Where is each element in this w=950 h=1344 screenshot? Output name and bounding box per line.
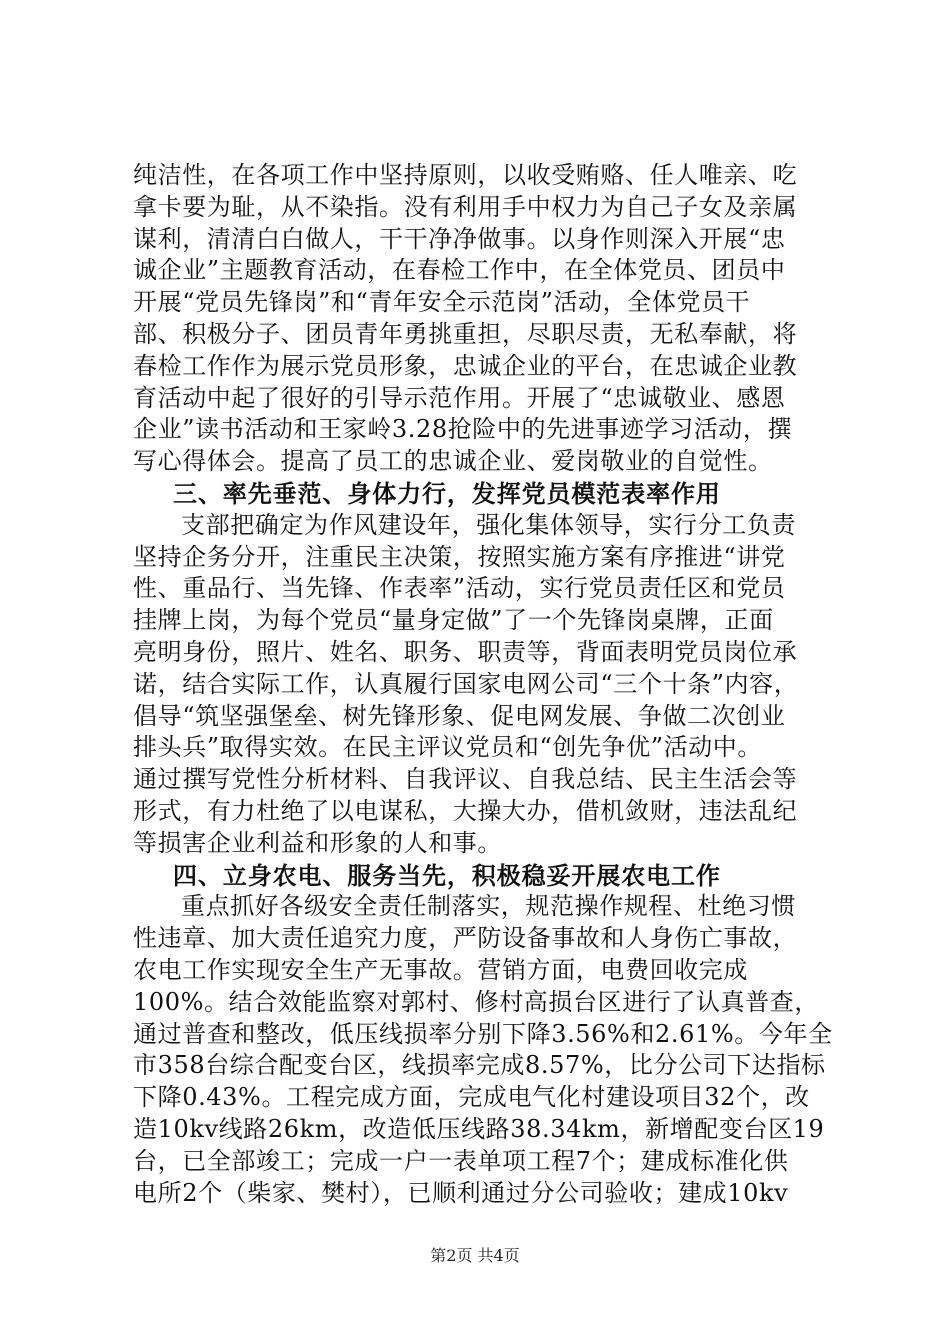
paragraph-line: 诚企业”主题教育活动，在春检工作中，在全体党员、团员中 bbox=[133, 256, 786, 285]
section-heading: 四、立身农电、服务当先，积极稳妥开展农电工作 bbox=[173, 860, 721, 890]
paragraph-line: 下降0.43%。工程完成方面，完成电气化村建设项目32个，改 bbox=[133, 1083, 810, 1112]
paragraph-line: 纯洁性，在各项工作中坚持原则，以收受贿赂、任人唯亲、吃 bbox=[133, 161, 798, 189]
paragraph-line: 农电工作实现安全生产无事故。营销方面，电费回收完成 bbox=[133, 955, 748, 984]
paragraph-line: 倡导“筑坚强堡垒、树先锋形象、促电网发展、争做二次创业 bbox=[133, 701, 786, 730]
paragraph-line: 部、积极分子、团员青年勇挑重担，尽职尽责，无私奉献，将 bbox=[133, 319, 798, 348]
paragraph-line: 形式，有力杜绝了以电谋私，大操大办，借机敛财，违法乱纪 bbox=[133, 796, 798, 825]
paragraph-line: 造10kv线路26km，改造低压线路38.34km，新增配变台区19 bbox=[133, 1114, 825, 1143]
paragraph-line: 支部把确定为作风建设年，强化集体领导，实行分工负责 bbox=[181, 510, 796, 539]
paragraph-line: 台，已全部竣工；完成一户一表单项工程7个；建成标准化供 bbox=[133, 1146, 789, 1175]
paragraph-line: 诺，结合实际工作，认真履行国家电网公司“三个十条”内容， bbox=[133, 669, 799, 698]
paragraph-line: 坚持企务分开，注重民主决策，按照实施方案有序推进“讲党 bbox=[133, 542, 786, 571]
paragraph-line: 谋利，清清白白做人，干干净净做事。以身作则深入开展“忠 bbox=[133, 224, 786, 253]
paragraph-line: 电所2个（柴家、樊村），已顺利通过分公司验收；建成10kv bbox=[133, 1178, 789, 1207]
paragraph-line: 通过撰写党性分析材料、自我评议、自我总结、民主生活会等 bbox=[133, 765, 798, 794]
paragraph-line: 等损害企业利益和形象的人和事。 bbox=[133, 828, 502, 857]
paragraph-line: 市358台综合配变台区，线损率完成8.57%，比分公司下达指标 bbox=[133, 1051, 826, 1080]
paragraph-line: 开展“党员先锋岗”和“青年安全示范岗”活动，全体党员干 bbox=[133, 288, 751, 317]
paragraph-line: 性违章、加大责任追究力度，严防设备事故和人身伤亡事故， bbox=[133, 924, 798, 953]
paragraph-line: 春检工作作为展示党员形象，忠诚企业的平台，在忠诚企业教 bbox=[133, 351, 798, 380]
paragraph-line: 性、重品行、当先锋、作表率”活动，实行党员责任区和党员 bbox=[133, 574, 786, 603]
paragraph-line: 企业”读书活动和王家岭3.28抢险中的先进事迹学习活动，撰 bbox=[133, 415, 793, 444]
paragraph-line: 排头兵”取得实效。在民主评议党员和“创先争优”活动中。 bbox=[133, 733, 763, 762]
paragraph-line: 育活动中起了很好的引导示范作用。开展了“忠诚敬业、感恩 bbox=[133, 383, 786, 412]
paragraph-line: 通过普查和整改，低压线损率分别下降3.56%和2.61%。今年全 bbox=[133, 1019, 833, 1048]
paragraph-line: 100%。结合效能监察对郭村、修村高损台区进行了认真普查， bbox=[133, 987, 820, 1016]
document-body bbox=[133, 160, 853, 1209]
paragraph-line: 挂牌上岗，为每个党员“量身定做”了一个先锋岗桌牌，正面 bbox=[133, 606, 774, 635]
section-heading: 三、率先垂范、身体力行，发挥党员模范表率作用 bbox=[173, 478, 721, 508]
paragraph-line: 拿卡要为耻，从不染指。没有利用手中权力为自己子女及亲属 bbox=[133, 192, 798, 221]
paragraph-line: 亮明身份，照片、姓名、职务、职责等，背面表明党员岗位承 bbox=[133, 637, 798, 666]
paragraph-line: 写心得体会。提高了员工的忠诚企业、爱岗敬业的自觉性。 bbox=[133, 447, 773, 476]
paragraph-line: 重点抓好各级安全责任制落实，规范操作规程、杜绝习惯 bbox=[181, 892, 796, 921]
page-footer: 第2页 共4页 bbox=[430, 1246, 520, 1265]
